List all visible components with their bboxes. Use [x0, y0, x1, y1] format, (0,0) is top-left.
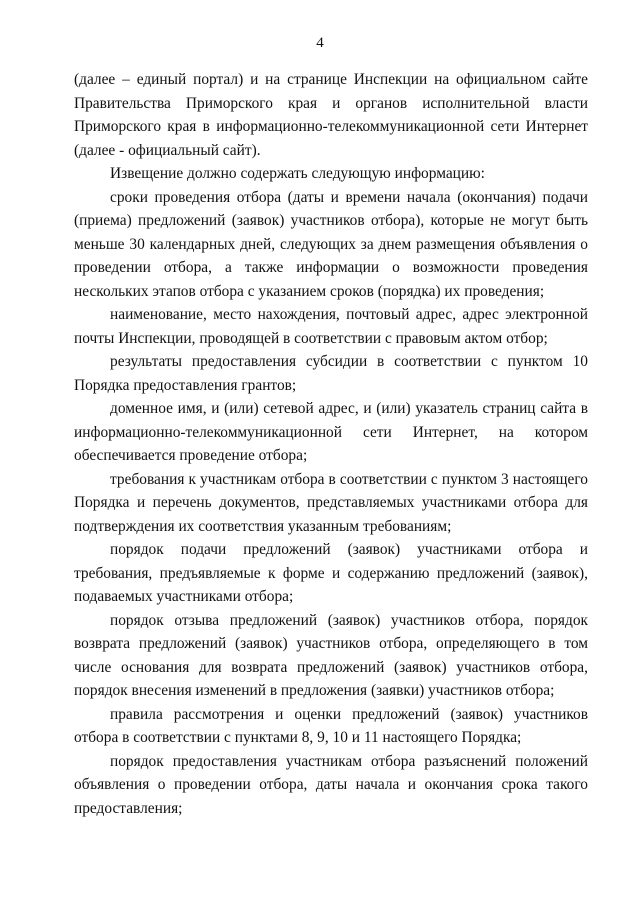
paragraph-participant-requirements: требования к участникам отбора в соответствии с пунктом 3 настоящего Порядка и перечень документов, представляемых участниками отбора для подтверждения их соответствия указанным требованиям; [74, 470, 588, 535]
paragraph-domain-name: доменное имя, и (или) сетевой адрес, и (или) указатель страниц сайта в информационно-телекоммуникационной сети Интернет, на котором обеспечивается проведение отбора; [74, 400, 588, 464]
paragraph-portal-continuation: (далее – единый портал) и на странице Инспекции на официальном сайте Правительства Приморского края и органов исполнительной власти Приморского края в информационно-телекоммуникационной сети Интернет (далее - официальный сайт). [74, 71, 588, 159]
document-body [74, 68, 588, 820]
paragraph-evaluation-rules: правила рассмотрения и оценки предложений (заявок) участников отбора в соответствии с пунктами 8, 9, 10 и 11 настоящего Порядка; [74, 705, 588, 746]
paragraph-inspection-address: наименование, место нахождения, почтовый адрес, адрес электронной почты Инспекции, проводящей в соответствии с правовым актом отбор; [74, 306, 588, 347]
paragraph-subsidy-results: результаты предоставления субсидии в соответствии с пунктом 10 Порядка предоставления грантов; [74, 353, 588, 394]
paragraph-notice-intro: Извещение должно содержать следующую информацию: [110, 165, 485, 182]
paragraph-clarification-procedure: порядок предоставления участникам отбора разъяснений положений объявления о проведении отбора, даты начала и окончания срока такого предоставления; [74, 752, 588, 817]
paragraph-withdrawal-procedure: порядок отзыва предложений (заявок) участников отбора, порядок возврата предложений (заявок) участников отбора, определяющего в том числе основания для возврата предложений (заявок) участников отбора, порядок внесения изменений в предложения (заявки) участников отбора; [74, 611, 588, 699]
page-number: 4 [316, 35, 324, 51]
paragraph-selection-terms: сроки проведения отбора (даты и времени начала (окончания) подачи (приема) предложений (заявок) участников отбора), которые не могут быть меньше 30 календарных дней, следующих за днем размещения объявления о проведении отбора, а также информации о возможности проведения нескольких этапов отбора с указанием сроков (порядка) их проведения; [74, 188, 588, 300]
paragraph-submission-procedure: порядок подачи предложений (заявок) участниками отбора и требования, предъявляемые к форме и содержанию предложений (заявок), подаваемых участниками отбора; [74, 541, 588, 605]
